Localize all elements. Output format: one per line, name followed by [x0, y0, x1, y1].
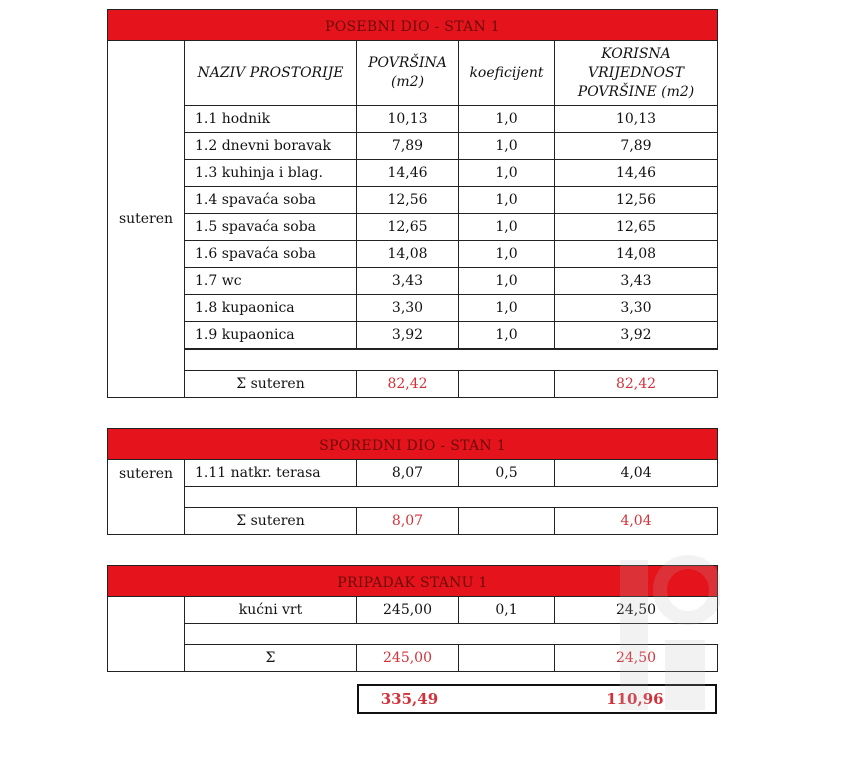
sum-useful: 24,50 — [555, 645, 718, 672]
room-name: kućni vrt — [185, 597, 357, 624]
sum-row — [108, 645, 718, 672]
col-header-coef: koeficijent — [459, 41, 555, 106]
table-row — [108, 268, 718, 295]
room-name: 1.1 hodnik — [185, 106, 357, 133]
table-row — [108, 133, 718, 160]
room-coef: 1,0 — [459, 295, 555, 322]
table-row — [108, 460, 718, 487]
room-area: 14,46 — [357, 160, 459, 187]
room-area: 3,43 — [357, 268, 459, 295]
sum-area: 8,07 — [357, 508, 459, 535]
sum-row — [108, 508, 718, 535]
grand-total-gap — [460, 686, 555, 712]
room-area: 7,89 — [357, 133, 459, 160]
room-area: 3,92 — [357, 322, 459, 350]
room-name: 1.9 kupaonica — [185, 322, 357, 350]
room-coef: 1,0 — [459, 214, 555, 241]
table-row — [108, 106, 718, 133]
room-name: 1.4 spavaća soba — [185, 187, 357, 214]
room-coef: 1,0 — [459, 106, 555, 133]
posebni-dio-title: POSEBNI DIO - STAN 1 — [108, 10, 718, 41]
table-row — [108, 187, 718, 214]
sporedni-dio-title: SPOREDNI DIO - STAN 1 — [108, 429, 718, 460]
table-row — [108, 322, 718, 350]
sum-area: 82,42 — [357, 371, 459, 398]
table-row — [108, 295, 718, 322]
posebni-dio-table — [107, 9, 718, 398]
pripadak-table — [107, 565, 718, 672]
room-name: 1.11 natkr. terasa — [185, 460, 357, 487]
table-row — [108, 160, 718, 187]
room-name: 1.3 kuhinja i blag. — [185, 160, 357, 187]
room-coef: 1,0 — [459, 187, 555, 214]
level-label-empty — [108, 597, 185, 672]
room-useful: 14,46 — [555, 160, 718, 187]
sum-label: Σ — [185, 645, 357, 672]
level-label: suteren — [108, 460, 185, 535]
sum-row — [108, 371, 718, 398]
room-coef: 0,5 — [459, 460, 555, 487]
col-header-name: NAZIV PROSTORIJE — [185, 41, 357, 106]
sporedni-dio-table — [107, 428, 718, 535]
room-coef: 1,0 — [459, 133, 555, 160]
table-row — [108, 214, 718, 241]
room-useful: 12,65 — [555, 214, 718, 241]
room-name: 1.6 spavaća soba — [185, 241, 357, 268]
col-header-area: POVRŠINA (m2) — [357, 41, 459, 106]
room-coef: 1,0 — [459, 241, 555, 268]
grand-total-area: 335,49 — [380, 690, 439, 708]
sum-useful: 4,04 — [555, 508, 718, 535]
room-area: 8,07 — [357, 460, 459, 487]
room-useful: 4,04 — [555, 460, 718, 487]
room-area: 10,13 — [357, 106, 459, 133]
room-useful: 24,50 — [555, 597, 718, 624]
room-name: 1.8 kupaonica — [185, 295, 357, 322]
room-area: 245,00 — [357, 597, 459, 624]
room-area: 3,30 — [357, 295, 459, 322]
pripadak-title: PRIPADAK STANU 1 — [108, 566, 718, 597]
table-row — [108, 241, 718, 268]
room-coef: 1,0 — [459, 268, 555, 295]
room-area: 12,56 — [357, 187, 459, 214]
room-useful: 3,43 — [555, 268, 718, 295]
spacer-cell — [185, 349, 718, 371]
sum-coef — [459, 371, 555, 398]
col-header-useful: KORISNA VRIJEDNOST POVRŠINE (m2) — [555, 41, 718, 106]
sum-area: 245,00 — [357, 645, 459, 672]
sum-label: Σ suteren — [185, 371, 357, 398]
grand-total-useful: 110,96 — [606, 690, 664, 708]
room-useful: 12,56 — [555, 187, 718, 214]
spacer-row — [108, 487, 718, 508]
room-coef: 1,0 — [459, 160, 555, 187]
room-useful: 3,92 — [555, 322, 718, 350]
sum-coef — [459, 508, 555, 535]
grand-total-box — [357, 684, 717, 714]
spacer-cell — [185, 487, 718, 508]
sum-label: Σ suteren — [185, 508, 357, 535]
room-name: 1.2 dnevni boravak — [185, 133, 357, 160]
spacer-row — [108, 349, 718, 371]
room-useful: 3,30 — [555, 295, 718, 322]
sum-coef — [459, 645, 555, 672]
spacer-row — [108, 624, 718, 645]
room-useful: 10,13 — [555, 106, 718, 133]
table-row — [108, 597, 718, 624]
room-name: 1.7 wc — [185, 268, 357, 295]
room-name: 1.5 spavaća soba — [185, 214, 357, 241]
sum-useful: 82,42 — [555, 371, 718, 398]
room-coef: 0,1 — [459, 597, 555, 624]
room-area: 14,08 — [357, 241, 459, 268]
spacer-cell — [185, 624, 718, 645]
room-coef: 1,0 — [459, 322, 555, 350]
level-label: suteren — [108, 41, 185, 398]
room-useful: 14,08 — [555, 241, 718, 268]
room-useful: 7,89 — [555, 133, 718, 160]
room-area: 12,65 — [357, 214, 459, 241]
